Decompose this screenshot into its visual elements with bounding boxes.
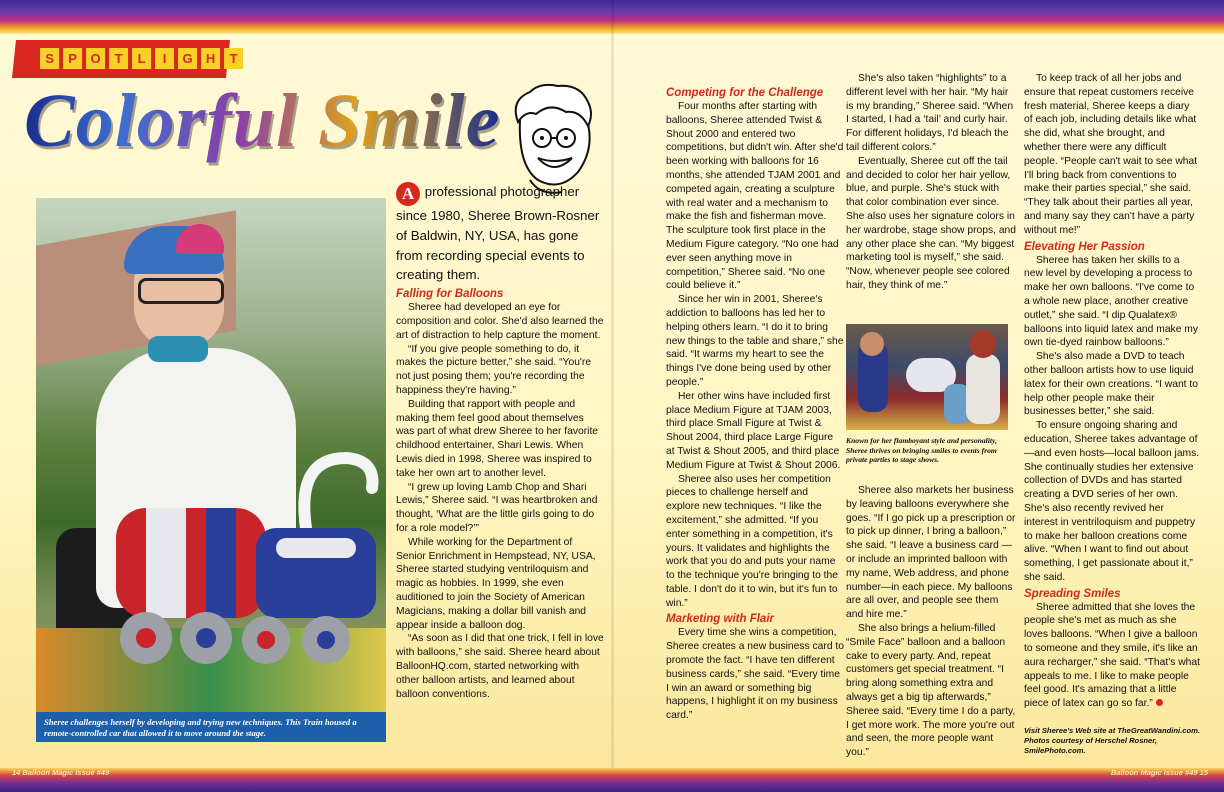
photo-caption: Sheree challenges herself by developing and trying new techniques. This Train housed a remote-controlled car that allowed it to move around the stage. [36, 712, 386, 742]
spotlight-letter: O [86, 48, 105, 69]
final-paragraph-text: Sheree admitted that she loves the people she's met as much as she loves balloons. “When I give a balloon to someone and they smile, it's like an aura recharger,” she said. “That's what appeals to me. I like to make people feel good. It's amazing that a little piece of latex can go so far.” [1024, 601, 1200, 710]
article-column-4 [1024, 72, 1200, 711]
spotlight-letter: I [155, 48, 174, 69]
spotlight-letter: H [201, 48, 220, 69]
spotlight-letter: S [40, 48, 59, 69]
website-credit: Visit Sheree's Web site at TheGreatWandini.com. [1024, 726, 1200, 735]
folio-right: Balloon Magic Issue #49 15 [1110, 768, 1208, 777]
paragraph: To keep track of all her jobs and ensure that repeat customers receive fresh material, Sheree keeps a diary of each job, including details like what she did, what she brought, and whether there were any difficult people. “People can't wait to see what I'll bring back from conventions to make their parties special,” she said. “They talk about their parties all year, and many say they can't have a party without me!” [1024, 73, 1198, 236]
subhead-falling-for-balloons: Falling for Balloons [396, 288, 504, 301]
paragraph: Eventually, Sheree cut off the tail and decided to color her hair yellow, blue, and purple. She's stuck with that color combination ever since. She also uses her signature colors in her wardrobe, stage show props, and any other place she can. “My biggest marketing tool is myself,” she said. “Now, whenever people see colored hair, they think of me.” [846, 155, 1016, 291]
paragraph: While working for the Department of Senior Enrichment in Hempstead, NY, USA, Sheree started studying ventriloquism and magic as hobbies. In 1999, she even auditioned to join the Society of American Magicians, making a dollar bill vanish and appear inside a balloon dog. [396, 536, 596, 631]
paragraph: Sheree has taken her skills to a new level by developing a process to make her own balloons. “I've come to a whole new place, another creative outlet,” she said. “I dip Qualatex® balloons into liquid latex and make my own tie-dyed rainbow balloons.” [1024, 254, 1199, 349]
paragraph: Since her win in 2001, Sheree's addiction to balloons has led her to helping others learn. “I do it to bring new things to the table and share,” she said. “It warms my heart to see the things I've done being used by other people.” [666, 294, 844, 388]
party-inset-photo [846, 324, 1008, 430]
inset-person-left-head [860, 332, 884, 356]
spotlight-letter: L [132, 48, 151, 69]
paragraph: “If you give people something to do, it makes the picture better,” she said. “You're not just posing them; you're recording the happiness they're having.” [396, 343, 592, 396]
paragraph: Sheree also uses her competition pieces to challenge herself and explore new techniques. “I like the excitement,” she admitted. “If you enter something in a competition, it's yours. It validates and highlights the work that you do and puts your name to the technique you're bringing to the table. I don't do it to win, but it's fun to win.” [666, 473, 838, 609]
photo-credit: Photos courtesy of Herschel Rosner, SmilePhoto.com. [1024, 736, 1157, 755]
paragraph: She's also taken “highlights” to a different level with her hair. “My hair is my branding,” Sheree said. “When I started, I had a ‘tail’ and curly hair. For different holidays, I'd bleach the tail different colors.” [846, 73, 1014, 153]
spotlight-letters [40, 48, 243, 69]
spotlight-letter: T [224, 48, 243, 69]
credits-note [1024, 726, 1214, 756]
balloon-train-sculpture [106, 448, 386, 678]
paragraph: She also brings a helium-filled “Smile Face” balloon and a balloon cake to every party. And, repeat customers get special treatment. “I bring along something extra and always get a big tip afterwards,” Sheree said. “Every time I do a party, I get more work. The more you're out and seen, the more people want you.” [846, 622, 1016, 759]
train-balloon-photo [36, 198, 386, 740]
article-column-1 [396, 182, 604, 701]
paragraph: Every time she wins a competition, Sheree creates a new business card to promote the fact. “I have ten different business cards,” she said. “Every time I win an award or something big happens, I highlight it on my business card.” [666, 627, 845, 722]
article-column-3-bottom [846, 484, 1016, 760]
page-gutter [611, 0, 614, 792]
paragraph: “I grew up loving Lamb Chop and Shari Lewis,” Sheree said. “I was heartbroken and thought, ‘What are the little girls going to do for a role model?’” [396, 481, 598, 534]
photo-scarf [148, 336, 208, 362]
paragraph: “As soon as I did that one trick, I fell in love with balloons,” she said. Sheree heard about BalloonHQ.com, started networking with other balloon artists, and learned about balloon conventions. [396, 633, 604, 700]
lead-paragraph [396, 182, 604, 285]
spotlight-letter: G [178, 48, 197, 69]
lead-text: professional photographer since 1980, Sheree Brown-Rosner of Baldwin, NY, USA, has gone from recording special events to creating them. [396, 184, 600, 283]
subhead-competing: Competing for the Challenge [666, 87, 824, 99]
folio-left: 14 Balloon Magic Issue #49 [12, 768, 110, 777]
spotlight-banner [12, 40, 238, 78]
spotlight-letter: T [109, 48, 128, 69]
subhead-marketing: Marketing with Flair [666, 613, 774, 626]
paragraph: Building that rapport with people and making them feel good about themselves was part of what drew Sheree to her favorite childhood entertainer, Shari Lewis. When Lewis died in 1998, Sheree was inspired to take her own art to another level. [396, 398, 599, 479]
article-column-3-top [846, 72, 1016, 293]
photo-glasses [138, 278, 224, 304]
inset-photo-caption: Known for her flamboyant style and personality, Sheree thrives on bringing smiles to events from private parties to stage shows. [846, 436, 997, 465]
article-column-2 [666, 84, 844, 723]
paragraph: To ensure ongoing sharing and education, Sheree takes advantage of —and even hosts—local balloon jams. She continually studies her extensive collection of DVDs and has started creating a DVD series of her own. She's also recently revived her interest in ventriloquism and puppetry to make her balloon creations come alive. “When I want to find out about something, I get passionate about it,” she said. [1024, 420, 1200, 583]
drop-cap: A [396, 182, 420, 206]
paragraph [1024, 601, 1200, 711]
inset-person-right-head [970, 330, 996, 358]
article-title: Colorful Smile [24, 79, 501, 163]
end-mark-icon [1156, 699, 1163, 706]
caricature-illustration [500, 80, 604, 198]
paragraph: Sheree had developed an eye for composition and color. She'd also learned the art of distraction to help capture the moment. [396, 302, 604, 341]
paragraph: Four months after starting with balloons, Sheree attended Twist & Shout 2000 and entered two competitions, but didn't win. After she'd been working with balloons for 16 months, she attended TJAM 2001 and competed again, creating a sculpture with real water and a mechanism to make the fish and fisherman move. The sculpture took first place in the Medium Figure category. “No one had ever seen anything move in competition,” Sheree said. “No one could believe it.” [666, 101, 844, 292]
paragraph: Her other wins have included first place Medium Figure at TJAM 2003, third place Small Figure at Twist & Shout 2004, third place Large Figure at Twist & Shout 2005, and third place Medium Figure at Twist & Shout 2006. [666, 390, 841, 471]
bottom-color-stripe [0, 768, 1224, 792]
subhead-spreading-smiles: Spreading Smiles [1024, 587, 1121, 600]
paragraph: She's also made a DVD to teach other balloon artists how to use liquid latex for their own creations. “I want to help other people make their businesses better,” she said. [1024, 351, 1198, 418]
spotlight-letter: P [63, 48, 82, 69]
inset-person-right [966, 354, 1000, 424]
subhead-elevating: Elevating Her Passion [1024, 240, 1145, 253]
paragraph: Sheree also markets her business by leaving balloons everywhere she goes. “If I go pick up a prescription or to pick up dinner, I bring a balloon,” she said. “I leave a business card —or include an imprinted balloon with my name, Web address, and phone number—in each piece. My balloons are all over, and people see them and hire me.” [846, 485, 1016, 621]
